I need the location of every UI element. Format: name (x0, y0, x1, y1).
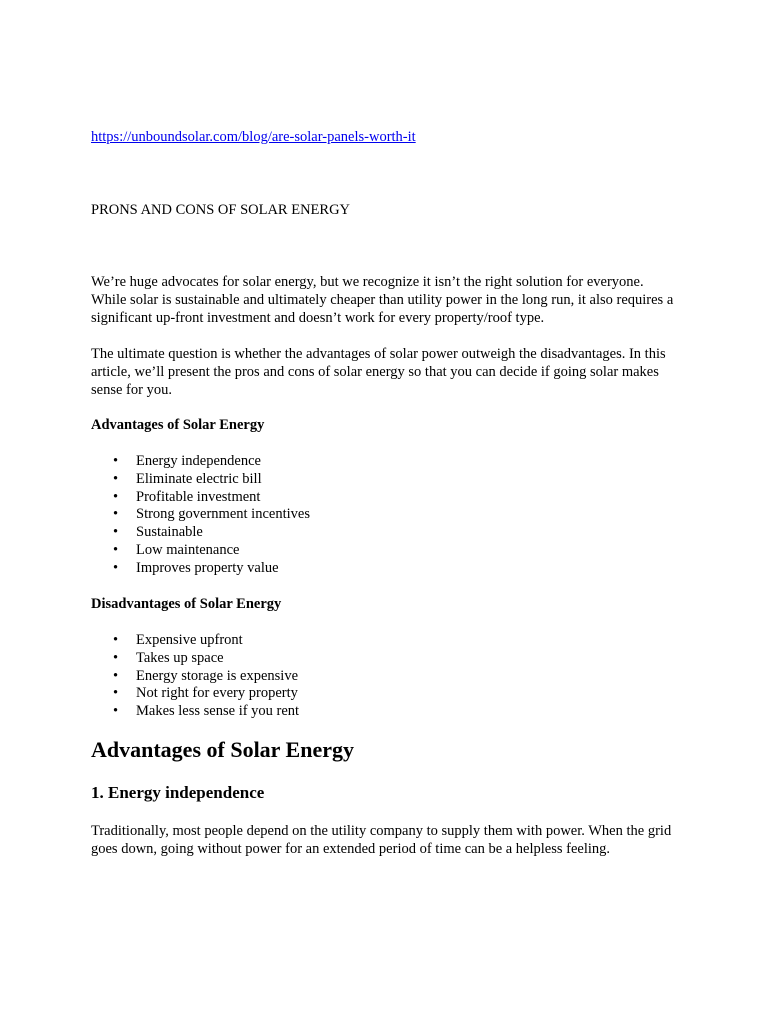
section-heading: Advantages of Solar Energy (91, 737, 354, 762)
list-item-text: Makes less sense if you rent (136, 703, 300, 720)
list-item (91, 489, 310, 507)
list-item-text: Energy storage is expensive (136, 667, 299, 684)
intro-paragraph-2: The ultimate question is whether the advantages of solar power outweigh the disadvantages. In this article, we’ll present the pros and cons of solar energy so that you can decide if going solar makes sense for you. (91, 346, 666, 398)
list-item (91, 668, 299, 686)
list-item (91, 560, 310, 578)
list-item-text: Improves property value (136, 559, 279, 576)
bullet-icon: • (113, 488, 119, 505)
list-item (91, 632, 299, 650)
list-item-text: Expensive upfront (136, 632, 243, 648)
list-item-text: Eliminate electric bill (136, 470, 262, 487)
list-item-text: Takes up space (136, 649, 224, 666)
bullet-icon: • (113, 506, 119, 523)
bullet-icon: • (113, 667, 119, 684)
list-item-text: Strong government incentives (136, 506, 310, 523)
bullet-icon: • (113, 632, 119, 648)
disadvantages-list (91, 632, 299, 721)
list-item-text: Profitable investment (136, 488, 261, 505)
bullet-icon: • (113, 559, 119, 576)
list-item (91, 524, 310, 542)
document-title: PRONS AND CONS OF SOLAR ENERGY (91, 202, 351, 218)
subsection-heading: 1. Energy independence (91, 783, 265, 802)
list-item (91, 542, 310, 560)
bullet-icon: • (113, 703, 119, 720)
list-item-text: Sustainable (136, 524, 203, 541)
source-link[interactable]: https://unboundsolar.com/blog/are-solar-panels-worth-it (91, 129, 416, 145)
disadvantages-subheading: Disadvantages of Solar Energy (91, 596, 282, 612)
list-item (91, 685, 299, 703)
bullet-icon: • (113, 649, 119, 666)
bullet-icon: • (113, 541, 119, 558)
bullet-icon: • (113, 685, 119, 702)
intro-paragraph-1: We’re huge advocates for solar energy, but we recognize it isn’t the right solution for everyone. While solar is sustainable and ultimately cheaper than utility power in the long run, it also requires a significant up-front investment and doesn’t work for every property/roof type. (91, 274, 674, 326)
list-item (91, 703, 299, 721)
list-item (91, 506, 310, 524)
list-item-text: Low maintenance (136, 541, 240, 558)
advantages-list (91, 453, 310, 578)
list-item (91, 471, 310, 489)
section-paragraph: Traditionally, most people depend on the utility company to supply them with power. When the grid goes down, going without power for an extended period of time can be a helpless feeling. (91, 823, 672, 857)
list-item-text: Not right for every property (136, 685, 298, 702)
bullet-icon: • (113, 453, 119, 469)
bullet-icon: • (113, 470, 119, 487)
bullet-icon: • (113, 524, 119, 541)
advantages-subheading: Advantages of Solar Energy (91, 417, 265, 433)
list-item-text: Energy independence (136, 453, 261, 469)
list-item (91, 650, 299, 668)
list-item (91, 453, 310, 471)
